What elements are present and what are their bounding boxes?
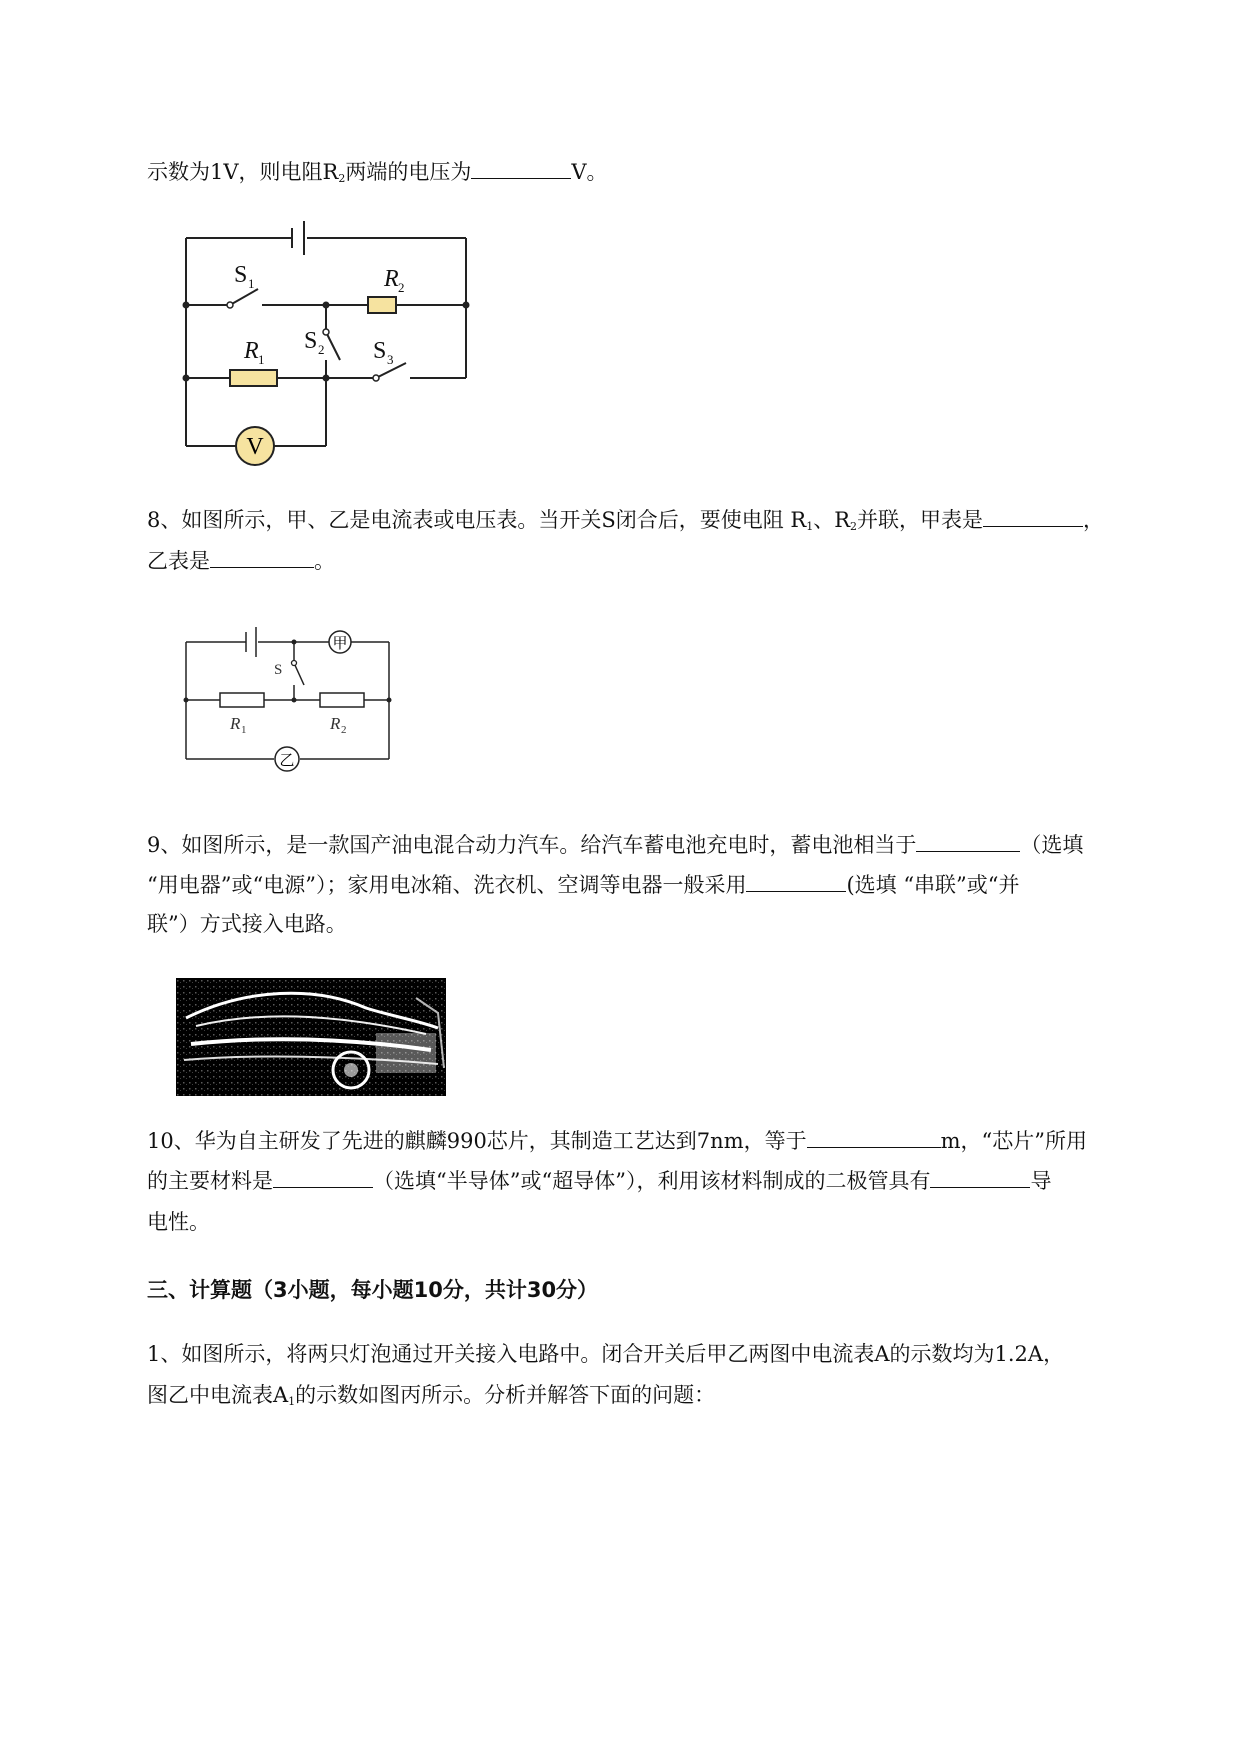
q8-line-1: 8、如图所示，甲、乙是电流表或电压表。当开关S闭合后，要使电阻 $R_1$、$R_2$并联，甲表是 ，	[147, 504, 1104, 542]
calc-q1-line-2: 图乙中电流表$A_1$的示数如图丙所示。分析并解答下面的问题：	[147, 1383, 716, 1408]
q7-line-1: 示数为1V，则电阻$R_2$两端的电压为 V。	[147, 156, 608, 194]
q10-line-2: 的主要材料是 （选填“半导体”或“超导体”），利用该材料制成的二极管具有 导	[147, 1165, 1051, 1196]
resistor-r2	[368, 297, 396, 313]
q8-line-2: 乙表是 。	[147, 545, 335, 576]
svg-text:2: 2	[341, 724, 347, 736]
q8-circuit-diagram	[180, 627, 400, 767]
svg-text:S: S	[234, 262, 248, 288]
svg-text:R: R	[244, 338, 259, 364]
svg-text:1: 1	[241, 724, 247, 736]
svg-text:甲: 甲	[332, 634, 348, 652]
q8-answer-blank-2[interactable]	[210, 545, 314, 568]
q10-answer-blank-3[interactable]	[930, 1165, 1030, 1188]
q10-line-1: 10、华为自主研发了先进的麒麟990芯片，其制造工艺达到7nm，等于 m，“芯片”所用	[147, 1125, 1087, 1156]
svg-text:2: 2	[398, 280, 405, 295]
hybrid-car-photo	[176, 978, 446, 1096]
svg-text:R: R	[330, 714, 341, 733]
svg-text:3: 3	[387, 352, 394, 367]
svg-text:R: R	[384, 266, 399, 292]
q10-answer-blank-2[interactable]	[273, 1165, 373, 1188]
svg-text:乙: 乙	[279, 751, 295, 769]
svg-text:S: S	[274, 662, 283, 678]
svg-text:1: 1	[258, 352, 265, 367]
section-3-heading: 三、计算题（3小题，每小题10分，共计30分）	[147, 1278, 599, 1302]
q7-answer-blank[interactable]	[471, 156, 571, 179]
q8-answer-blank-1[interactable]	[983, 504, 1083, 527]
resistor-r2	[320, 693, 364, 707]
q10-line-3: 电性。	[147, 1210, 210, 1234]
q7-circuit-diagram	[170, 220, 470, 460]
q9-line-3: 联”）方式接入电路。	[147, 912, 347, 936]
q9-answer-blank-2[interactable]	[746, 869, 846, 892]
q10-answer-blank-1[interactable]	[807, 1125, 941, 1148]
q9-answer-blank-1[interactable]	[916, 829, 1020, 852]
resistor-r1	[230, 370, 277, 386]
svg-text:V: V	[246, 434, 264, 460]
q9-line-1: 9、如图所示，是一款国产油电混合动力汽车。给汽车蓄电池充电时，蓄电池相当于 （选填	[147, 829, 1083, 860]
svg-text:R: R	[230, 714, 241, 733]
q9-line-2: “用电器”或“电源”）；家用电冰箱、洗衣机、空调等电器一般采用 (选填 “串联”或“并	[147, 869, 1020, 900]
calc-q1-line-1: 1、如图所示，将两只灯泡通过开关接入电路中。闭合开关后甲乙两图中电流表A的示数均为1.2A，	[147, 1342, 1065, 1366]
svg-text:1: 1	[248, 276, 255, 291]
svg-text:S: S	[304, 328, 318, 354]
resistor-r1	[220, 693, 264, 707]
svg-text:S: S	[373, 338, 387, 364]
svg-text:2: 2	[318, 342, 325, 357]
